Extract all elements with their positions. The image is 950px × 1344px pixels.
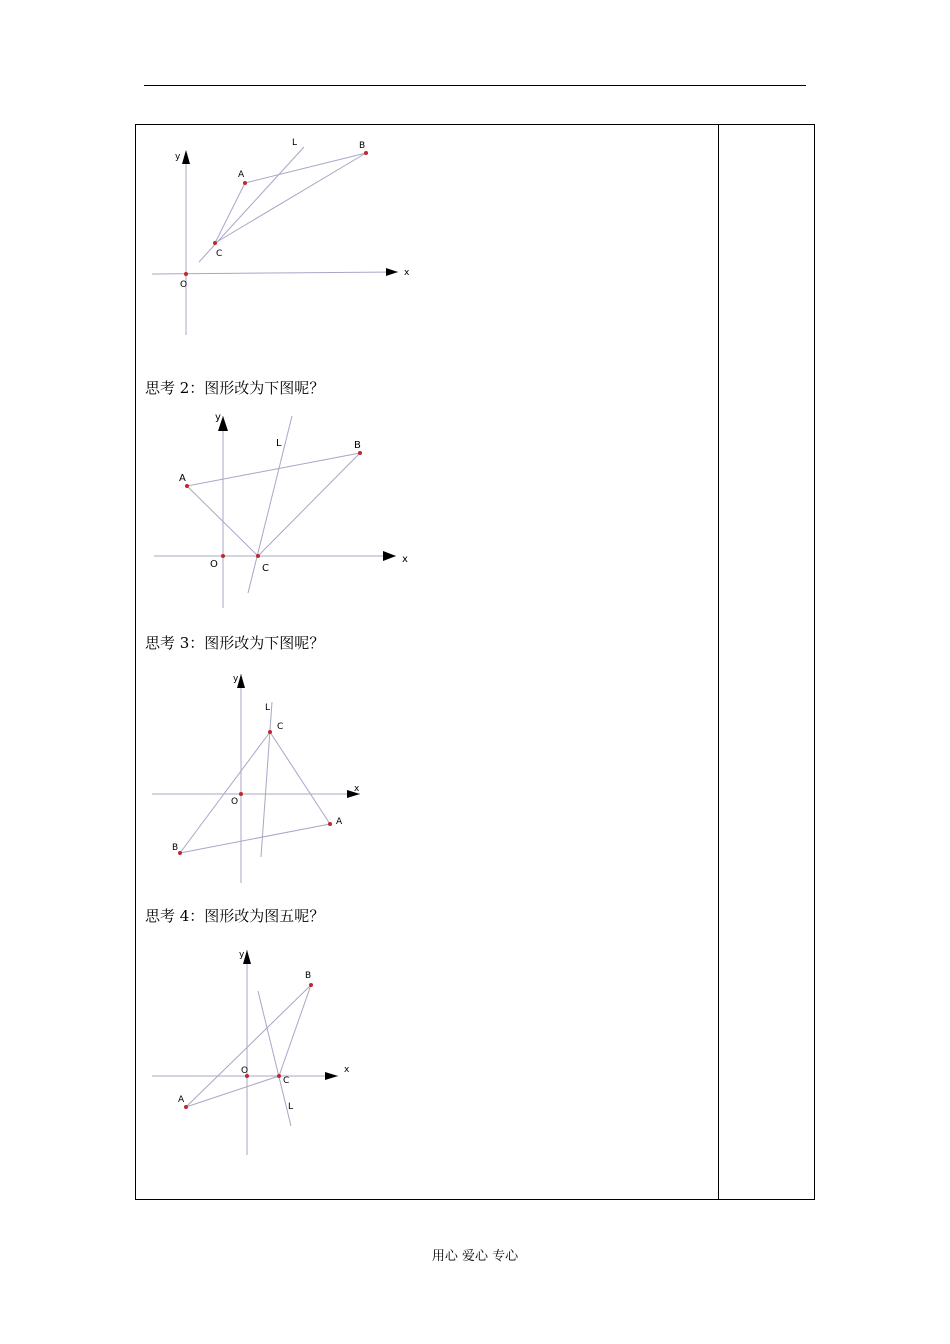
- x-axis: [152, 272, 398, 274]
- point-C: [268, 730, 272, 734]
- label-O: O: [241, 1066, 249, 1076]
- figure-4: [152, 950, 350, 1155]
- label-B: B: [172, 843, 179, 853]
- point-C: [256, 554, 260, 558]
- point-A: [328, 822, 332, 826]
- label-y: y: [239, 950, 245, 960]
- label-O: O: [231, 797, 239, 807]
- label-O: O: [180, 280, 188, 290]
- label-L: L: [265, 703, 271, 713]
- figure-3: [152, 674, 360, 883]
- x-axis-arrowhead: [325, 1072, 338, 1080]
- label-C: C: [283, 1076, 290, 1086]
- segment-CA: [270, 732, 330, 824]
- segment-BC: [279, 985, 311, 1076]
- label-L: L: [276, 438, 282, 449]
- label-A: A: [178, 1095, 185, 1105]
- label-L: L: [288, 1102, 294, 1112]
- label-C: C: [216, 249, 223, 259]
- point-B: [178, 851, 182, 855]
- point-B: [364, 151, 368, 155]
- point-O: [184, 272, 188, 276]
- label-y: y: [233, 674, 239, 684]
- x-axis-arrowhead: [386, 268, 398, 276]
- segment-AB: [180, 824, 330, 853]
- line-L: [258, 991, 294, 1126]
- question-4: 思考 4：图形改为图五呢？: [145, 907, 325, 925]
- point-O: [239, 792, 243, 796]
- point-O: [221, 554, 225, 558]
- point-B: [358, 451, 362, 455]
- label-L: L: [292, 138, 298, 148]
- label-O: O: [210, 559, 218, 570]
- label-x: x: [404, 268, 410, 278]
- segment-AB: [187, 453, 360, 486]
- segment-AB: [245, 153, 366, 183]
- figure-1: [152, 138, 410, 335]
- label-x: x: [344, 1065, 350, 1075]
- segment-BC: [258, 453, 360, 556]
- question-3: 思考 3：图形改为下图呢？: [145, 634, 325, 652]
- point-A: [184, 1105, 188, 1109]
- label-C: C: [277, 722, 284, 732]
- y-axis-arrowhead: [182, 150, 190, 164]
- point-C: [277, 1074, 281, 1078]
- point-A: [185, 484, 189, 488]
- label-x: x: [402, 554, 408, 565]
- point-A: [243, 181, 247, 185]
- label-y: y: [175, 152, 181, 162]
- label-C: C: [262, 563, 269, 574]
- line-L: [248, 416, 292, 593]
- label-x: x: [354, 784, 360, 794]
- label-B: B: [359, 141, 366, 151]
- label-A: A: [179, 473, 186, 484]
- figure-2: [154, 412, 408, 608]
- label-y: y: [215, 412, 221, 423]
- label-A: A: [336, 817, 343, 827]
- page-footer: 用心 爱心 专心: [431, 1249, 519, 1264]
- point-C: [213, 241, 217, 245]
- x-axis-arrowhead: [383, 551, 396, 561]
- label-B: B: [354, 440, 361, 451]
- question-2: 思考 2：图形改为下图呢？: [145, 379, 325, 397]
- label-B: B: [305, 971, 312, 981]
- segment-AC: [186, 1076, 279, 1107]
- line-L: [261, 702, 272, 857]
- label-A: A: [238, 170, 245, 180]
- segment-AB: [186, 985, 311, 1107]
- point-B: [309, 983, 313, 987]
- segment-BC: [180, 732, 270, 853]
